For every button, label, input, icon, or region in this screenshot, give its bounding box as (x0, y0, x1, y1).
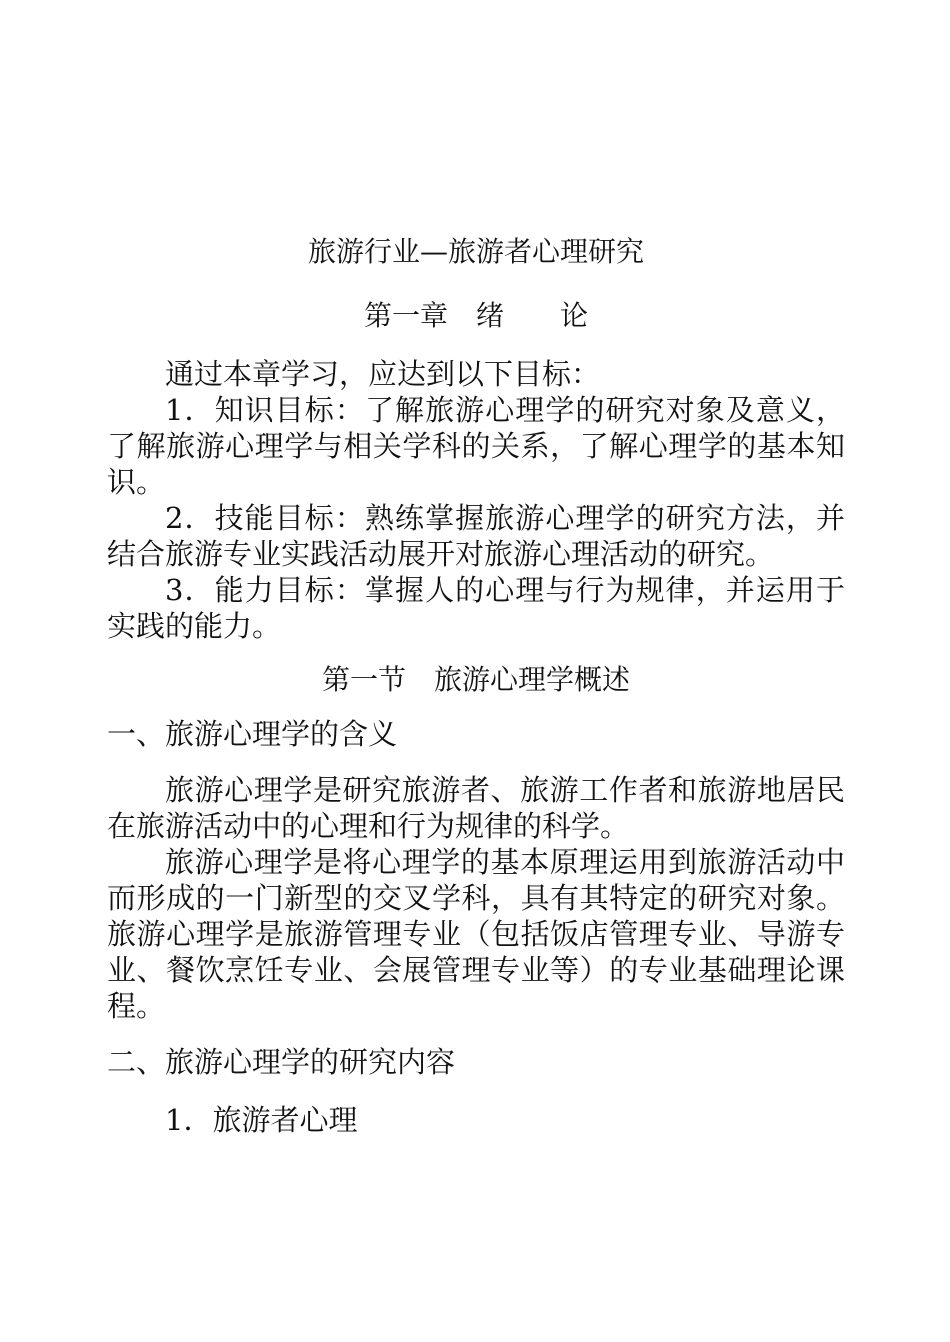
subsection-heading-meaning: 一、旅游心理学的含义 (107, 717, 398, 751)
content-item-tourist-psychology: 1．旅游者心理 (165, 1103, 358, 1137)
document-page (107, 232, 845, 1140)
chapter-title: 第一章 绪 论 (363, 299, 588, 332)
document-title: 旅游行业—旅游者心理研究 (307, 235, 644, 268)
meaning-paragraph-1: 旅游心理学是研究旅游者、旅游工作者和旅游地居民在旅游活动中的心理和行为规律的科学。 (107, 773, 845, 843)
goal-knowledge: 1．知识目标：了解旅游心理学的研究对象及意义，了解旅游心理学与相关学科的关系，了解心理学的基本知识。 (107, 393, 845, 499)
intro-paragraph: 通过本章学习，应达到以下目标： (165, 357, 601, 391)
goal-ability: 3．能力目标：掌握人的心理与行为规律，并运用于实践的能力。 (107, 573, 845, 643)
subsection-heading-content: 二、旅游心理学的研究内容 (107, 1045, 456, 1079)
section-title: 第一节 旅游心理学概述 (321, 663, 630, 696)
meaning-paragraph-2: 旅游心理学是将心理学的基本原理运用到旅游活动中而形成的一门新型的交叉学科，具有其特定的研究对象。旅游心理学是旅游管理专业（包括饭店管理专业、导游专业、餐饮烹饪专业、会展管理专业等）的专业基础理论课程。 (107, 845, 845, 1023)
goal-skill: 2．技能目标：熟练掌握旅游心理学的研究方法，并结合旅游专业实践活动展开对旅游心理活动的研究。 (107, 501, 845, 571)
